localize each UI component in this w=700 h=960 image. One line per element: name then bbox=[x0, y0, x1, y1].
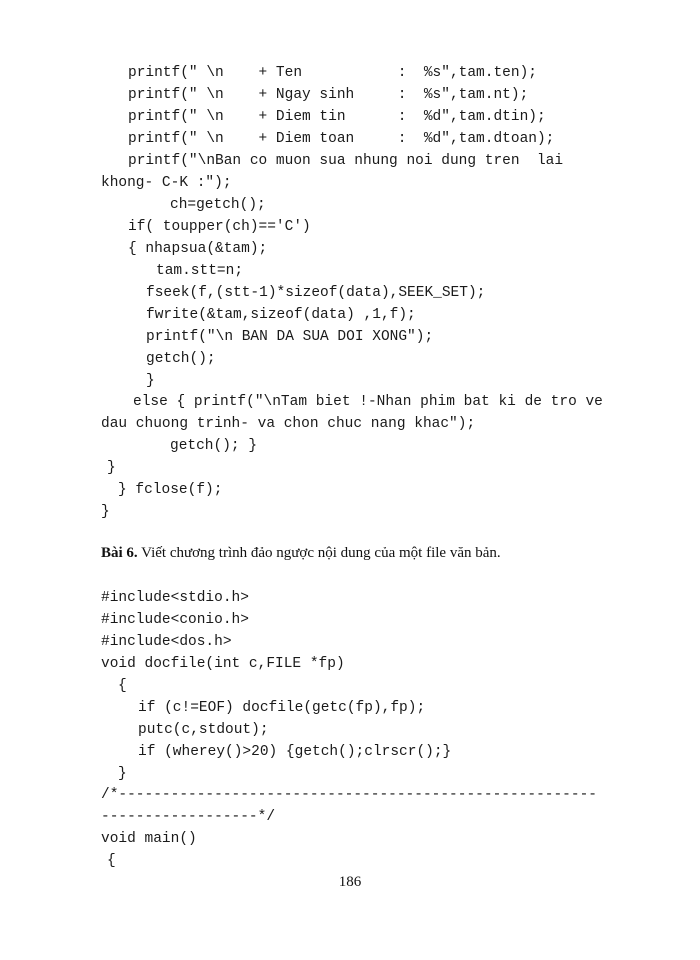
page-number: 186 bbox=[338, 874, 362, 890]
code-line: getch(); bbox=[146, 351, 216, 367]
code-line: if (wherey()>20) {getch();clrscr();} bbox=[138, 744, 452, 760]
exercise-heading bbox=[101, 543, 501, 563]
code-line: if (c!=EOF) docfile(getc(fp),fp); bbox=[138, 700, 426, 716]
code-line: printf("\n BAN DA SUA DOI XONG"); bbox=[146, 329, 434, 345]
code-line: fseek(f,(stt-1)*sizeof(data),SEEK_SET); bbox=[146, 285, 486, 301]
exercise-description: Viết chương trình đảo ngược nội dung của một file văn bản. bbox=[137, 545, 501, 561]
code-line: } bbox=[107, 460, 116, 476]
code-line: dau chuong trinh- va chon chuc nang khac"); bbox=[101, 416, 476, 432]
code-line: putc(c,stdout); bbox=[138, 722, 269, 738]
code-line: } bbox=[101, 504, 110, 520]
exercise-number: Bài 6. bbox=[101, 545, 138, 561]
code-line: { bbox=[107, 853, 116, 869]
code-line: else { printf("\nTam biet !-Nhan phim bat ki de tro ve bbox=[133, 394, 603, 410]
code-line: printf(" \n + Diem toan : %d",tam.dtoan); bbox=[128, 131, 555, 147]
code-line: /*------------------------------------------------------- bbox=[101, 787, 597, 803]
code-line: printf("\nBan co muon sua nhung noi dung tren lai bbox=[128, 153, 564, 169]
code-line: } bbox=[146, 373, 155, 389]
code-line: if( toupper(ch)=='C') bbox=[128, 219, 311, 235]
code-line: { bbox=[118, 678, 127, 694]
code-line: printf(" \n + Ten : %s",tam.ten); bbox=[128, 65, 537, 81]
code-line: { nhapsua(&tam); bbox=[128, 241, 268, 257]
code-line: #include<conio.h> bbox=[101, 612, 249, 628]
code-line: fwrite(&tam,sizeof(data) ,1,f); bbox=[146, 307, 416, 323]
code-line: tam.stt=n; bbox=[156, 263, 244, 279]
code-line: khong- C-K :"); bbox=[101, 175, 232, 191]
code-line: #include<dos.h> bbox=[101, 634, 232, 650]
code-line: } fclose(f); bbox=[118, 482, 223, 498]
code-line: printf(" \n + Diem tin : %d",tam.dtin); bbox=[128, 109, 546, 125]
code-line: ch=getch(); bbox=[170, 197, 266, 213]
code-line: void docfile(int c,FILE *fp) bbox=[101, 656, 345, 672]
code-line: void main() bbox=[101, 831, 197, 847]
code-line: ------------------*/ bbox=[101, 809, 276, 825]
code-line: #include<stdio.h> bbox=[101, 590, 249, 606]
code-line: } bbox=[118, 766, 127, 782]
code-line: getch(); } bbox=[170, 438, 258, 454]
code-line: printf(" \n + Ngay sinh : %s",tam.nt); bbox=[128, 87, 529, 103]
